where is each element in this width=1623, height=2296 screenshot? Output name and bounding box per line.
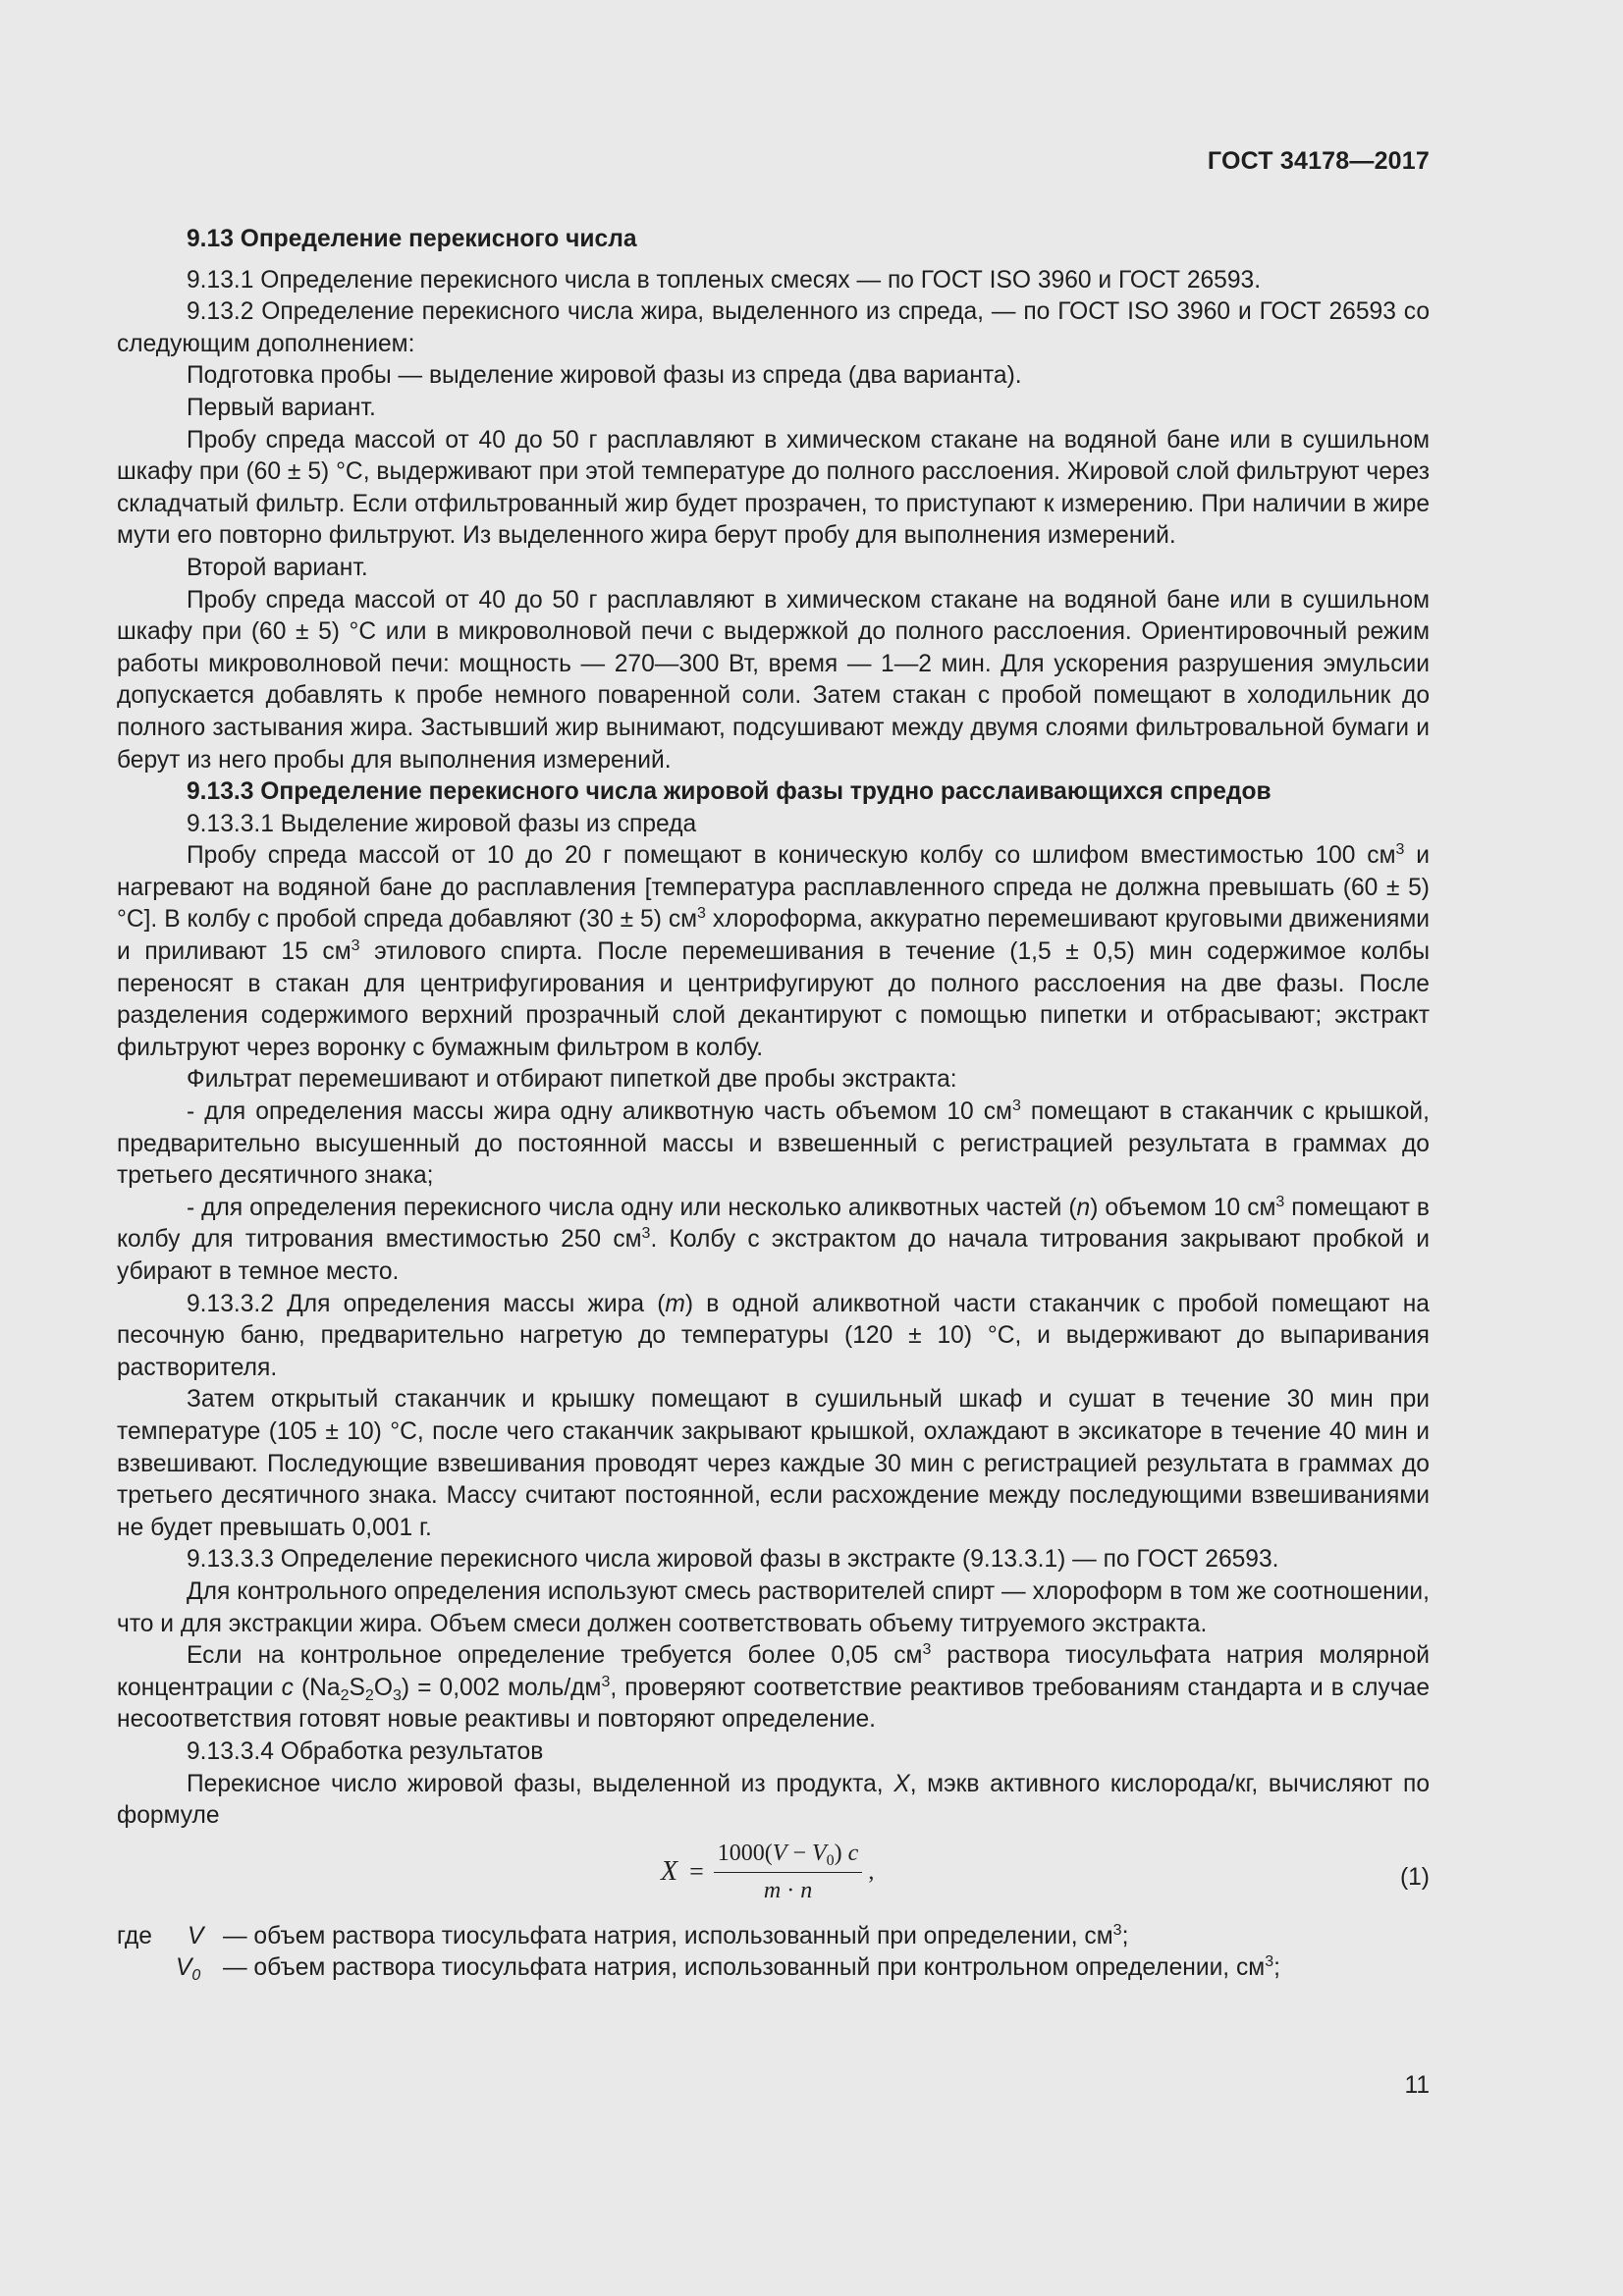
- paragraph: Второй вариант.: [187, 554, 368, 581]
- legend-text: — объем раствора тиосульфата натрия, использованный при контрольном определении, $см^3$;: [223, 1953, 1280, 1982]
- formula-number: (1): [1399, 1863, 1430, 1891]
- legend-row-v0: [117, 1952, 1430, 1985]
- paragraph: Подготовка пробы — выделение жировой фазы из спреда (два варианта).: [187, 362, 1022, 390]
- paragraph: Пробу спреда массой от 10 до 20 г помещают в коническую колбу со шлифом вместимостью 100 $см^3$ и нагревают на водяной бане до расплавления [температура расплавленного спреда не должна превышать (60 ± 5) °С]. В колбу с пробой спреда добавляют (30 ± 5) $см^3$ хлороформа, аккуратно перемешивают круговыми движениями и приливают 15 $см^3$ этилового спирта. После перемешивания в течение (1,5 ± 0,5) мин содержимое колбы переносят в стакан для центрифугирования и центрифугируют до полного расслоения на две фазы. После разделения содержимого верхний прозрачный слой декантируют с помощью пипетки и отбрасывают; экстракт фильтруют через воронку с бумажным фильтром в колбу.: [117, 841, 1431, 1061]
- legend-variable: $V_0$: [176, 1954, 201, 1985]
- paragraph: Если на контрольное определение требуется более 0,05 $см^3$ раствора тиосульфата натрия молярной концентрации c $(Na_2S_2O_3) = 0,002$ моль/$дм^3$, проверяют соответствие реактивов требованиям стандарта и в случае несоответствия готовят новые реактивы и повторяют определение.: [117, 1641, 1430, 1734]
- formula-row: [117, 1835, 1430, 1921]
- paragraph: Первый вариант.: [187, 394, 376, 421]
- formula-fraction: [714, 1839, 863, 1906]
- legend-text: — объем раствора тиосульфата натрия, использованный при определении, $см^3$;: [223, 1921, 1129, 1949]
- paragraph: 9.13.1 Определение перекисного числа в топленых смесях — по ГОСТ ISO 3960 и ГОСТ 26593.: [187, 266, 1262, 294]
- section-title: 9.13 Определение перекисного числа: [187, 226, 637, 252]
- where-label: где: [117, 1922, 152, 1949]
- paragraph: Пробу спреда массой от 40 до 50 г расплавляют в химическом стакане на водяной бане или в сушильном шкафу при (60 ± 5) °С, выдерживают при этой температуре до полного расслоения. Жировой слой фильтруют через складчатый фильтр. Если отфильтрованный жир будет прозрачен, то приступают к измерению. При наличии в жире мути его повторно фильтруют. Из выделенного жира берут пробу для выполнения измерений.: [117, 426, 1430, 550]
- formula-lhs: X: [661, 1855, 678, 1887]
- legend-variable: V: [188, 1922, 204, 1949]
- page-number: 11: [1404, 2072, 1430, 2099]
- list-item: - для определения перекисного числа одну или несколько аликвотных частей (n) объемом 10 $см^3$ помещают в колбу для титрования вместимостью 250 $см^3$. Колбу с экстрактом до начала титрования закрывают пробкой и убирают в темное место.: [117, 1193, 1430, 1285]
- paragraph: Фильтрат перемешивают и отбирают пипеткой две пробы экстракта:: [187, 1066, 957, 1094]
- paragraph: Для контрольного определения используют смесь растворителей спирт — хлороформ в том же соотношении, что и для экстракции жира. Объем смеси должен соответствовать объему титруемого экстракта.: [117, 1577, 1430, 1637]
- paragraph: 9.13.3.4 Обработка результатов: [187, 1737, 544, 1765]
- paragraph: Затем открытый стаканчик и крышку помещают в сушильный шкаф и сушат в течение 30 мин при температуре (105 ± 10) °С, после чего стаканчик закрывают крышкой, охлаждают в эксикаторе в течение 40 мин и взвешивают. Последующие взвешивания проводят через каждые 30 мин с регистрацией результата в граммах до третьего десятичного знака. Массу считают постоянной, если расхождение между последующими взвешиваниями не будет превышать 0,001 г.: [117, 1386, 1430, 1541]
- paragraph: Пробу спреда массой от 40 до 50 г расплавляют в химическом стакане на водяной бане или в сушильном шкафу при (60 ± 5) °С или в микроволновой печи с выдержкой до полного расслоения. Ориентировочный режим работы микроволновой печи: мощность — 270—300 Вт, время — 1—2 мин. Для ускорения разрушения эмульсии допускается добавлять к пробе немного поваренной соли. Затем стакан с пробой помещают в холодильник до полного застывания жира. Застывший жир вынимают, подсушивают между двумя слоями фильтровальной бумаги и берут из него пробы для выполнения измерений.: [117, 586, 1430, 774]
- document-code: ГОСТ 34178—2017: [1207, 147, 1430, 175]
- paragraph: 9.13.3.1 Выделение жировой фазы из спреда: [187, 810, 697, 837]
- paragraph: 9.13.2 Определение перекисного числа жира, выделенного из спреда, — по ГОСТ ISO 3960 и ГОСТ 26593 со следующим дополнением:: [117, 298, 1430, 357]
- formula-denominator: m · n: [763, 1877, 813, 1903]
- legend-row-v: [117, 1921, 1430, 1953]
- formula: X = $\frac{1000(V - V_0) c}{m \cdot n}$ ,: [661, 1839, 874, 1906]
- subsection-title: 9.13.3 Определение перекисного числа жировой фазы трудно расслаивающихся спредов: [187, 778, 1271, 806]
- list-item: - для определения массы жира одну аликвотную часть объемом 10 $см^3$ помещают в стаканчик с крышкой, предварительно высушенный до постоянной массы и взвешенный с регистрацией результата в граммах до третьего десятичного знака;: [117, 1097, 1431, 1190]
- formula-numerator: $1000(V - V_0)$ c: [714, 1839, 863, 1873]
- formula-equals: =: [689, 1856, 704, 1886]
- paragraph: Перекисное число жировой фазы, выделенной из продукта, X, мэкв активного кислорода/кг, вычисляют по формуле: [117, 1770, 1431, 1830]
- document-body: [117, 224, 1430, 1985]
- paragraph: 9.13.3.2 Для определения массы жира (m) в одной аликвотной части стаканчик с пробой помещают на песочную баню, предварительно нагретую до температуры (120 ± 10) °С, и выдерживают до выпаривания растворителя.: [117, 1290, 1430, 1381]
- paragraph: 9.13.3.3 Определение перекисного числа жировой фазы в экстракте (9.13.3.1) — по ГОСТ 26593.: [187, 1546, 1279, 1574]
